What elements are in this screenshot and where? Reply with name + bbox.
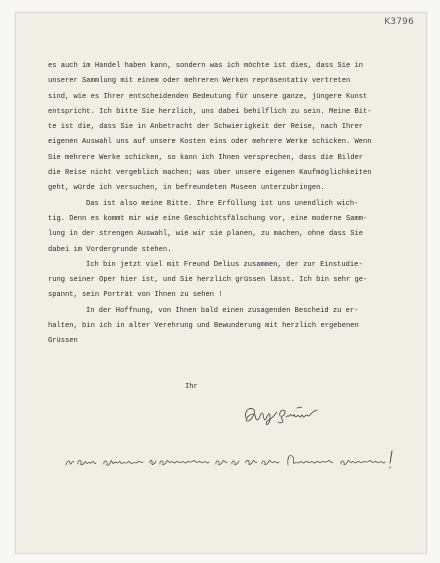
handwritten-postscript	[64, 445, 414, 475]
letter-body	[48, 59, 410, 350]
paragraph-2	[48, 197, 410, 258]
text-line: entspricht. Ich bitte Sie herzlich, uns dabei behilflich zu sein. Meine Bit-	[48, 107, 372, 116]
text-line: tig. Denn es kommt mir wie eine Geschichtsfälschung vor, eine moderne Samm-	[48, 214, 368, 223]
text-line: te ist die, dass Sie in Anbetracht der Schwierigkeit der Reise, nach Ihrer	[48, 123, 364, 132]
text-line: In der Hoffnung, von Ihnen bald einen zusagenden Bescheid zu er-	[86, 306, 359, 315]
text-line: eigenen Auswahl uns auf unsere Kosten eins oder mehrere Werke schicken. Wenn	[48, 138, 372, 147]
text-line: Sie mehrere Werke schicken, so kann ich Ihnen versprechen, dass die Bilder	[48, 153, 364, 162]
text-line: Ich bin jetzt viel mit Freund Delius zusammen, der zur Einstudie-	[86, 260, 363, 269]
text-line: die Reise nicht vergeblich machen; was über unsere eigenen Kaufmöglichkeiten	[48, 169, 372, 178]
text-line: Das ist also meine Bitte. Ihre Erfüllung ist uns unendlich wich-	[86, 199, 359, 208]
text-line: Grüssen	[48, 337, 78, 346]
handwritten-signature	[242, 400, 324, 428]
archive-number: K3796	[384, 17, 414, 27]
paragraph-4	[48, 304, 410, 350]
text-line: es auch im Handel haben kann, sondern was ich möchte ist dies, dass Sie in	[48, 62, 364, 70]
paragraph-1	[48, 59, 410, 197]
text-line: rung seiner Oper hier ist, und Sie herzlich grüssen lässt. Ich bin sehr ge-	[48, 276, 368, 285]
letter-page	[15, 12, 427, 554]
text-line: spannt, sein Porträt von Ihnen zu sehen !	[48, 291, 223, 300]
text-line: lung in der strengen Auswahl, wie wir sie planen, zu machen, ohne dass Sie	[48, 230, 364, 239]
text-line: geht, würde ich versuchen, in befreundeten Museen unterzubringen.	[48, 184, 325, 193]
paragraph-3	[48, 258, 410, 304]
text-line: sind, wie es Ihrer entscheidenden Bedeutung für unsere ganze, jüngere Kunst	[48, 92, 368, 101]
text-line: dabei im Vordergrunde stehen.	[48, 245, 172, 254]
closing-salutation: Ihr	[185, 383, 198, 391]
text-line: unserer Sammlung mit einem oder mehreren Werken repräsentativ vertreten	[48, 77, 351, 86]
text-line: halten, bin ich in alter Verehrung und Bewunderung mit herzlich ergebenen	[48, 322, 359, 331]
